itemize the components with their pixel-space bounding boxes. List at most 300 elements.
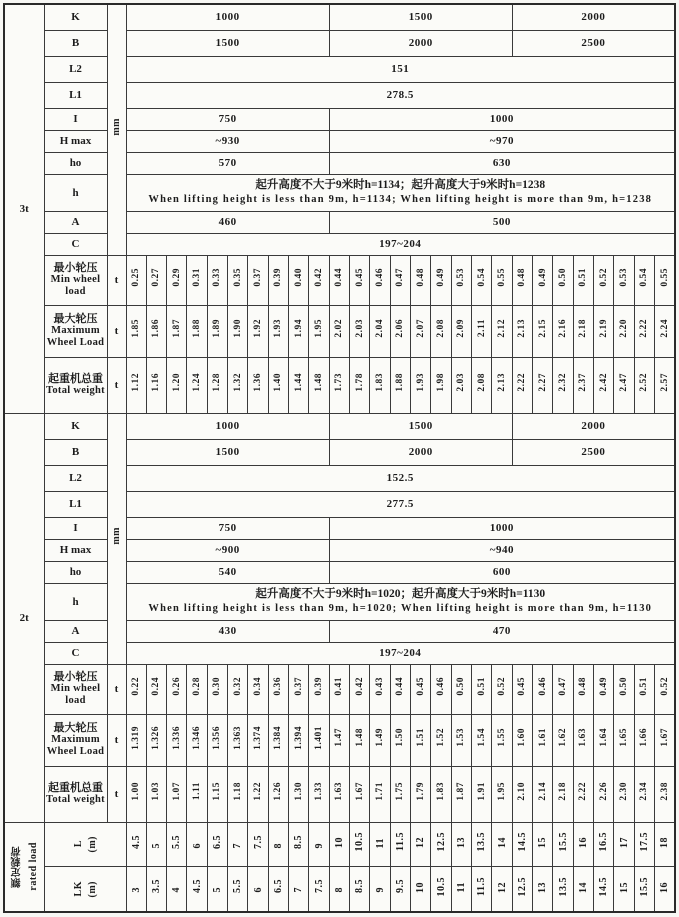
L-value: 16 [577, 837, 589, 848]
min-wheel-value: 0.52 [497, 677, 508, 696]
row-label-I: I [44, 517, 107, 539]
total-weight-value: 1.63 [334, 782, 345, 801]
L-value-cell [573, 822, 593, 866]
total-weight-value-cell [329, 766, 349, 822]
total-weight-value-cell [451, 766, 471, 822]
LK-value-cell [411, 866, 431, 912]
max-wheel-label-cn: 最大轮压 [53, 721, 98, 734]
LK-label: LK [72, 881, 84, 897]
total-weight-value-cell [228, 357, 248, 413]
total-weight-value-cell [289, 766, 309, 822]
LK-value-cell [289, 866, 309, 912]
row-h-3t [4, 174, 675, 211]
min-wheel-value: 0.50 [558, 268, 569, 287]
total-weight-value: 1.73 [334, 373, 345, 392]
A-value-b: 500 [329, 211, 675, 233]
min-wheel-value: 0.42 [354, 677, 365, 696]
min-wheel-value-cell [370, 255, 390, 305]
L-value-cell [431, 822, 451, 866]
min-wheel-label-en: Min wheel load [50, 274, 101, 298]
max-wheel-label-en: Maximum Wheel Load [46, 734, 105, 758]
min-wheel-value-cell [655, 255, 675, 305]
max-wheel-value-cell [187, 305, 207, 357]
min-wheel-value-cell [329, 664, 349, 714]
min-wheel-value-cell [309, 664, 329, 714]
max-wheel-value: 1.90 [232, 319, 243, 338]
total-weight-value: 1.83 [436, 782, 447, 801]
LK-unit: (m) [86, 880, 98, 897]
min-wheel-value: 0.34 [253, 677, 264, 696]
B-group3: 2500 [512, 439, 675, 465]
total-weight-value-cell [167, 766, 187, 822]
total-weight-value: 1.83 [375, 373, 386, 392]
total-weight-value: 1.79 [415, 782, 426, 801]
B-group1: 1500 [126, 439, 329, 465]
total-weight-value: 1.07 [171, 782, 182, 801]
total-weight-value-cell [370, 766, 390, 822]
total-weight-value: 2.32 [558, 373, 569, 392]
min-wheel-value: 0.43 [375, 677, 386, 696]
total-weight-value: 2.14 [537, 782, 548, 801]
min-wheel-value-cell [289, 664, 309, 714]
max-wheel-value-cell [634, 714, 654, 766]
total-weight-value-cell [451, 357, 471, 413]
max-wheel-value: 1.346 [192, 725, 203, 750]
unit-t-cell: t [107, 357, 126, 413]
L1-value: 278.5 [126, 82, 675, 108]
min-wheel-value: 0.32 [232, 677, 243, 696]
total-weight-value-cell [634, 357, 654, 413]
min-wheel-value: 0.30 [212, 677, 223, 696]
unit-mm-text: mm [111, 118, 122, 137]
min-wheel-value: 0.45 [415, 677, 426, 696]
total-weight-value: 1.30 [293, 782, 304, 801]
max-wheel-value: 1.89 [212, 319, 223, 338]
min-wheel-value-cell [268, 664, 288, 714]
total-weight-value: 1.15 [212, 782, 223, 801]
max-wheel-value: 2.22 [639, 319, 650, 338]
total-weight-value: 1.03 [151, 782, 162, 801]
L-value: 5 [150, 842, 162, 848]
total-weight-value: 2.37 [578, 373, 589, 392]
min-wheel-value-cell [512, 255, 532, 305]
L-value: 12.5 [435, 831, 447, 852]
total-weight-value: 1.71 [375, 782, 386, 801]
I-value-b: 1000 [329, 108, 675, 130]
min-wheel-value-cell [411, 255, 431, 305]
max-wheel-value: 1.50 [395, 728, 406, 747]
total-weight-value: 1.12 [131, 373, 142, 392]
max-wheel-value-cell [655, 714, 675, 766]
max-wheel-value-cell [370, 714, 390, 766]
L-value: 7.5 [252, 834, 264, 849]
min-wheel-value-cell [594, 664, 614, 714]
min-wheel-value-cell [573, 664, 593, 714]
row-max-wheel-3t [4, 305, 675, 357]
min-wheel-value: 0.35 [232, 268, 243, 287]
min-wheel-value-cell [350, 664, 370, 714]
total-weight-value: 1.20 [171, 373, 182, 392]
min-wheel-value-cell [207, 255, 227, 305]
max-wheel-value-cell [329, 714, 349, 766]
min-wheel-value-cell [614, 255, 634, 305]
L-value-cell [289, 822, 309, 866]
min-wheel-value: 0.40 [293, 268, 304, 287]
LK-value: 6 [252, 887, 264, 893]
max-wheel-value: 1.61 [537, 728, 548, 747]
max-wheel-value: 1.374 [253, 725, 264, 750]
max-wheel-value: 1.384 [273, 725, 284, 750]
max-wheel-value-cell [492, 714, 512, 766]
min-wheel-value: 0.49 [598, 677, 609, 696]
L-value: 10 [333, 837, 345, 848]
min-wheel-value: 0.48 [517, 268, 528, 287]
LK-value: 5.5 [232, 879, 244, 894]
max-wheel-value-cell [268, 305, 288, 357]
total-weight-value-cell [492, 766, 512, 822]
max-wheel-value: 1.87 [171, 319, 182, 338]
LK-value: 12.5 [516, 876, 528, 896]
max-wheel-value-cell [533, 305, 553, 357]
total-weight-value-cell [146, 766, 166, 822]
total-weight-value: 2.57 [659, 373, 670, 392]
total-weight-value: 1.32 [232, 373, 243, 392]
min-wheel-value-cell [350, 255, 370, 305]
total-weight-value: 1.22 [253, 782, 264, 801]
min-wheel-label-en: Min wheel load [50, 683, 101, 707]
LK-value: 16 [659, 881, 671, 893]
max-wheel-value: 1.49 [375, 728, 386, 747]
max-wheel-value: 2.03 [354, 319, 365, 338]
min-wheel-value: 0.33 [212, 268, 223, 287]
total-weight-value: 2.03 [456, 373, 467, 392]
max-wheel-value: 1.85 [131, 319, 142, 338]
LK-value: 15.5 [638, 876, 650, 896]
row-label-C: C [44, 233, 107, 255]
total-weight-value: 2.22 [517, 373, 528, 392]
total-weight-value: 1.95 [497, 782, 508, 801]
total-weight-value-cell [533, 766, 553, 822]
max-wheel-value: 2.18 [578, 319, 589, 338]
row-C-2t [4, 642, 675, 664]
Hmax-value-b: ~970 [329, 130, 675, 152]
total-weight-label [44, 357, 107, 413]
L-value: 4.5 [130, 834, 142, 849]
rated-load-en: rated load [27, 842, 39, 892]
max-wheel-value-cell [207, 714, 227, 766]
max-wheel-value-cell [268, 714, 288, 766]
L-value: 9 [313, 842, 325, 848]
total-weight-value-cell [268, 766, 288, 822]
C-value: 197~204 [126, 233, 675, 255]
min-wheel-value: 0.44 [395, 677, 406, 696]
row-A-3t [4, 211, 675, 233]
LK-value-cell [472, 866, 492, 912]
K-group3: 2000 [512, 413, 675, 439]
min-wheel-value: 0.49 [537, 268, 548, 287]
min-wheel-label-cn: 最小轮压 [53, 261, 98, 274]
total-weight-value-cell [207, 357, 227, 413]
min-wheel-value-cell [390, 664, 410, 714]
total-weight-value-cell [228, 766, 248, 822]
max-wheel-value-cell [431, 305, 451, 357]
LK-value: 11 [455, 882, 467, 893]
total-weight-value-cell [248, 357, 268, 413]
max-wheel-value: 1.94 [293, 319, 304, 338]
unit-t-cell: t [107, 766, 126, 822]
L-value-cell [370, 822, 390, 866]
LK-value: 5 [211, 887, 223, 893]
total-weight-value-cell [248, 766, 268, 822]
max-wheel-value-cell [248, 714, 268, 766]
total-weight-value: 1.33 [314, 782, 325, 801]
total-weight-value-cell [594, 357, 614, 413]
min-wheel-value-cell [614, 664, 634, 714]
LK-value: 8 [333, 887, 345, 893]
Hmax-value-b: ~940 [329, 539, 675, 561]
min-wheel-value: 0.31 [192, 268, 203, 287]
max-wheel-value-cell [472, 714, 492, 766]
total-weight-value-cell [492, 357, 512, 413]
row-L-span [4, 822, 675, 866]
min-wheel-value-cell [634, 255, 654, 305]
LK-value: 15 [618, 881, 630, 893]
max-wheel-value-cell [309, 714, 329, 766]
LK-value: 9.5 [394, 879, 406, 894]
LK-value: 4.5 [191, 879, 203, 894]
min-wheel-label [44, 664, 107, 714]
total-weight-value-cell [268, 357, 288, 413]
L-value: 6.5 [211, 834, 223, 849]
min-wheel-value-cell [309, 255, 329, 305]
min-wheel-value: 0.42 [314, 268, 325, 287]
min-wheel-value: 0.54 [476, 268, 487, 287]
min-wheel-value: 0.37 [293, 677, 304, 696]
total-weight-value: 2.22 [578, 782, 589, 801]
total-weight-value: 1.48 [314, 373, 325, 392]
row-Hmax-2t [4, 539, 675, 561]
L-value: 11 [374, 837, 386, 848]
max-wheel-value-cell [634, 305, 654, 357]
total-weight-value-cell [187, 357, 207, 413]
max-wheel-value: 1.48 [354, 728, 365, 747]
L-value-cell [146, 822, 166, 866]
min-wheel-value: 0.46 [436, 677, 447, 696]
B-group2: 2000 [329, 30, 512, 56]
max-wheel-value: 1.52 [436, 728, 447, 747]
min-wheel-value-cell [451, 255, 471, 305]
h-note-en: When lifting height is less than 9m, h=1020; When lifting height is more than 9m, h=1130 [148, 603, 653, 615]
L-value: 14 [496, 837, 508, 848]
total-weight-value-cell [289, 357, 309, 413]
total-weight-value: 2.38 [659, 782, 670, 801]
row-min-wheel-3t [4, 255, 675, 305]
min-wheel-value-cell [573, 255, 593, 305]
max-wheel-value: 1.88 [192, 319, 203, 338]
min-wheel-value-cell [472, 255, 492, 305]
max-wheel-value: 1.95 [314, 319, 325, 338]
total-weight-value: 1.75 [395, 782, 406, 801]
LK-value-cell [187, 866, 207, 912]
L-value: 12 [415, 837, 427, 848]
max-wheel-value-cell [390, 305, 410, 357]
total-weight-value: 2.34 [639, 782, 650, 801]
LK-value-cell [309, 866, 329, 912]
row-label-B: B [44, 439, 107, 465]
max-wheel-value-cell [187, 714, 207, 766]
min-wheel-value-cell [146, 255, 166, 305]
max-wheel-label-en: Maximum Wheel Load [46, 325, 105, 349]
K-group2: 1500 [329, 413, 512, 439]
row-label-ho: ho [44, 152, 107, 174]
min-wheel-value-cell [248, 664, 268, 714]
min-wheel-value: 0.39 [273, 268, 284, 287]
LK-value-cell [146, 866, 166, 912]
row-A-2t [4, 620, 675, 642]
min-wheel-value-cell [228, 664, 248, 714]
row-total-weight-3t [4, 357, 675, 413]
LK-value: 14 [577, 881, 589, 893]
unit-t-cell: t [107, 714, 126, 766]
min-wheel-value-cell [187, 664, 207, 714]
L-value-cell [512, 822, 532, 866]
row-h-2t [4, 583, 675, 620]
I-value-a: 750 [126, 108, 329, 130]
total-weight-value-cell [553, 357, 573, 413]
Hmax-value-a: ~900 [126, 539, 329, 561]
Hmax-value-a: ~930 [126, 130, 329, 152]
total-weight-value: 2.18 [558, 782, 569, 801]
B-group2: 2000 [329, 439, 512, 465]
L-value-cell [492, 822, 512, 866]
total-weight-label-en: Total weight [46, 794, 105, 806]
total-weight-value-cell [553, 766, 573, 822]
min-wheel-value: 0.53 [456, 268, 467, 287]
min-wheel-value: 0.29 [171, 268, 182, 287]
row-label-C: C [44, 642, 107, 664]
max-wheel-value: 2.16 [558, 319, 569, 338]
LK-value: 9 [374, 887, 386, 893]
LK-value-cell [350, 866, 370, 912]
L-value: 13.5 [476, 831, 488, 852]
total-weight-value: 1.98 [436, 373, 447, 392]
A-value-b: 470 [329, 620, 675, 642]
min-wheel-value-cell [228, 255, 248, 305]
total-weight-value: 2.30 [619, 782, 630, 801]
min-wheel-value-cell [655, 664, 675, 714]
max-wheel-value: 1.67 [659, 728, 670, 747]
row-label-Hmax: H max [44, 130, 107, 152]
total-weight-value-cell [431, 766, 451, 822]
L-value: 5.5 [171, 834, 183, 849]
h-note [126, 174, 675, 211]
ho-value-a: 540 [126, 561, 329, 583]
total-weight-value-cell [187, 766, 207, 822]
max-wheel-value: 1.65 [619, 728, 630, 747]
LK-value-cell [512, 866, 532, 912]
row-total-weight-2t [4, 766, 675, 822]
max-wheel-value: 1.86 [151, 319, 162, 338]
min-wheel-value: 0.44 [334, 268, 345, 287]
min-wheel-value: 0.27 [151, 268, 162, 287]
min-wheel-value-cell [329, 255, 349, 305]
total-weight-value-cell [573, 357, 593, 413]
min-wheel-value-cell [492, 255, 512, 305]
K-group1: 1000 [126, 413, 329, 439]
L-value: 8.5 [293, 834, 305, 849]
row-I-3t [4, 108, 675, 130]
max-wheel-value-cell [472, 305, 492, 357]
LK-value-cell [167, 866, 187, 912]
C-value: 197~204 [126, 642, 675, 664]
min-wheel-value-cell [411, 664, 431, 714]
unit-mm-text: mm [111, 527, 122, 545]
min-wheel-value: 0.51 [578, 268, 589, 287]
LK-value-cell [126, 866, 146, 912]
min-wheel-value: 0.55 [497, 268, 508, 287]
L-value-cell [309, 822, 329, 866]
max-wheel-value: 2.06 [395, 319, 406, 338]
min-wheel-value: 0.46 [537, 677, 548, 696]
min-wheel-value-cell [533, 664, 553, 714]
max-wheel-value: 1.93 [273, 319, 284, 338]
max-wheel-value-cell [390, 714, 410, 766]
LK-value: 13.5 [557, 876, 569, 896]
B-group3: 2500 [512, 30, 675, 56]
LK-value: 3.5 [150, 879, 162, 894]
L-label: L [72, 840, 84, 848]
max-wheel-value-cell [126, 305, 146, 357]
LK-value-cell [533, 866, 553, 912]
L-value: 15.5 [557, 831, 569, 852]
max-wheel-value-cell [329, 305, 349, 357]
L-value: 14.5 [516, 831, 528, 852]
LK-value-cell [594, 866, 614, 912]
total-weight-value: 1.91 [476, 782, 487, 801]
LK-value-cell [248, 866, 268, 912]
min-wheel-value: 0.48 [578, 677, 589, 696]
min-wheel-value-cell [146, 664, 166, 714]
LK-value: 8.5 [354, 879, 366, 894]
row-label-K: K [44, 413, 107, 439]
min-wheel-value: 0.22 [131, 677, 142, 696]
max-wheel-value: 1.336 [171, 725, 182, 750]
L-value-cell [533, 822, 553, 866]
min-wheel-value: 0.50 [619, 677, 630, 696]
max-wheel-label [44, 305, 107, 357]
total-weight-value-cell [472, 357, 492, 413]
max-wheel-value-cell [411, 305, 431, 357]
row-L1-2t [4, 491, 675, 517]
row-K-2t [4, 413, 675, 439]
row-label-ho: ho [44, 561, 107, 583]
min-wheel-value: 0.47 [558, 677, 569, 696]
min-wheel-value-cell [431, 255, 451, 305]
total-weight-value: 1.87 [456, 782, 467, 801]
max-wheel-value-cell [655, 305, 675, 357]
max-wheel-value-cell [289, 305, 309, 357]
unit-t-cell: t [107, 305, 126, 357]
max-wheel-value: 2.04 [375, 319, 386, 338]
unit-mm-cell [107, 4, 126, 255]
max-wheel-value-cell [350, 305, 370, 357]
total-weight-value-cell [126, 357, 146, 413]
rated-load-cn: 额定载荷 [11, 845, 23, 888]
total-weight-value-cell [309, 766, 329, 822]
row-label-I: I [44, 108, 107, 130]
LK-value: 12 [496, 881, 508, 893]
total-weight-value-cell [329, 357, 349, 413]
